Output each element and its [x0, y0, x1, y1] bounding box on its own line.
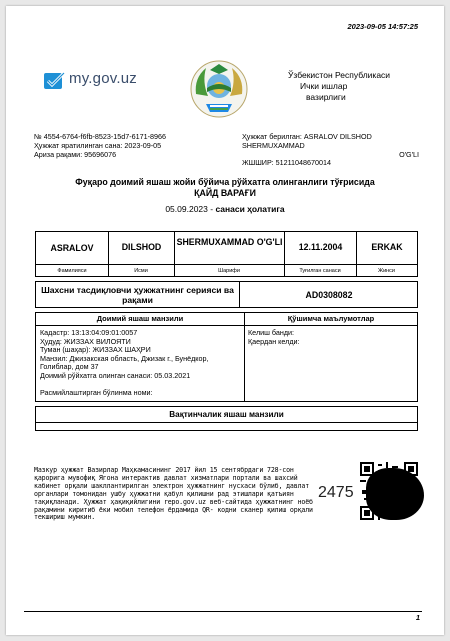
- gender-label: Жинси: [356, 264, 417, 277]
- footer-rule: [24, 611, 422, 612]
- document-page: [6, 6, 444, 635]
- id-document-value: AD0308082: [239, 282, 418, 307]
- registered-date: Доимий рўйхатга олинган санаси: 05.03.2021: [40, 370, 191, 380]
- department: Расмийлаштирган бўлинма номи:: [40, 387, 153, 397]
- application-number: Ариза рақами: 95696076: [34, 149, 117, 159]
- as-of-date-suffix: санаси ҳолатига: [215, 204, 285, 214]
- surname-label: Фамилияси: [36, 264, 108, 277]
- cadastre: Кадастр: 13:13:04:09:01:0057: [40, 328, 138, 337]
- document-meta: [34, 133, 166, 159]
- as-of-date: 05.09.2023 - санаси ҳолатига: [165, 204, 285, 214]
- org-line-1: Ўзбекистон Республикаси: [288, 70, 391, 80]
- permanent-address-header: Доимий яшаш манзили: [36, 313, 244, 326]
- redaction-blot: [366, 468, 424, 520]
- arrived-from: Келиш банди:: [248, 328, 295, 337]
- org-line-3: вазирлиги: [306, 92, 346, 102]
- address-divider: [244, 313, 245, 401]
- logo-text: my.gov.uz: [69, 70, 137, 87]
- name-label: Исми: [108, 264, 174, 277]
- qr-number: 2475: [318, 484, 354, 501]
- issuing-organization: [288, 70, 390, 103]
- region: Ҳудуд: ЖИЗЗАХ ВИЛОЯТИ: [40, 336, 131, 346]
- id-document-label: Шахсни тасдиқловчи ҳужжатнинг серияси ва рақами: [41, 284, 234, 305]
- issued-to: Ҳужжат берилган: ASRALOV DILSHOD SHERMUXAMMAD: [242, 132, 372, 150]
- name-value: DILSHOD: [108, 232, 174, 276]
- birth-date-label: Туғилган санаси: [284, 264, 356, 277]
- title-line-2: ҚАЙД ВАРАҒИ: [194, 188, 256, 198]
- address-table: [35, 312, 418, 402]
- patronymic-label: Шарифи: [174, 264, 284, 277]
- additional-info-header: Қўшимча маълумотлар: [245, 313, 417, 326]
- mygov-logo-icon: [44, 71, 66, 91]
- as-of-date-value: 05.09.2023: [165, 204, 208, 214]
- document-created-date: Ҳужжат яратилинган сана: 2023-09-05: [34, 140, 162, 150]
- surname-value: ASRALOV: [50, 243, 94, 253]
- person-table: [35, 231, 418, 277]
- district: Туман (шаҳар): ЖИЗЗАХ ШАҲРИ: [40, 345, 151, 355]
- document-number: № 4554-6764-f6fb-8523-15d7-6171-8966: [34, 132, 166, 141]
- address-line-2: Голиблар, дом 37: [40, 362, 99, 372]
- issued-to-continued: O'G'LI: [399, 149, 419, 159]
- where-from: Қаердан келди:: [248, 336, 300, 346]
- permanent-address-details: [40, 329, 240, 397]
- temporary-address-body: [35, 422, 418, 431]
- document-title: [6, 177, 444, 199]
- legal-notice: Мазкур ҳужжат Вазирлар Маҳкамасининг 2017 йил 15 сентябрдаги 728-сон қарорига мувофиқ Ягона интерактив давлат хизматлари портали ва шахсий кабинет орқали шакллантирилган электрон ҳужжатнинг нусхаси бўлиб, давлат органлари томонидан ушбу ҳужжатни қабул қилишни рад этишлари қатъиян тақиқланади. Ҳужжат ҳақиқийлигини repo.gov.uz веб-сайтида ҳужжатнинг ноёб рақамини киритиб ёки мобил телефон ёрдамида QR- кодни сканер қилиш орқали текшириш мумкин.: [34, 466, 313, 522]
- timestamp: 2023-09-05 14:57:25: [347, 22, 418, 31]
- title-line-1: Фуқаро доимий яшаш жойи бўйича рўйхатга олинганлиги тўғрисида: [75, 177, 375, 187]
- mygov-logo: [44, 70, 139, 92]
- additional-info-details: [248, 329, 413, 346]
- state-emblem-icon: [188, 58, 250, 120]
- recipient-meta: [242, 133, 419, 168]
- gender-value: ERKAK: [356, 232, 417, 276]
- org-line-2: Ички ишлар: [300, 81, 348, 91]
- page-number: 1: [415, 613, 420, 622]
- address-line-1: Манзил: Джизакская область, Джизак г., Бунёдкор,: [40, 353, 209, 363]
- patronymic-value: SHERMUXAMMAD O'G'LI: [174, 232, 284, 276]
- pinfl: ЖШШИР: 51211048670014: [242, 158, 332, 168]
- birth-date-value: 12.11.2004: [284, 232, 356, 276]
- id-document-row: [35, 281, 418, 308]
- temporary-address-header: Вақтинчалик яшаш манзили: [35, 406, 418, 423]
